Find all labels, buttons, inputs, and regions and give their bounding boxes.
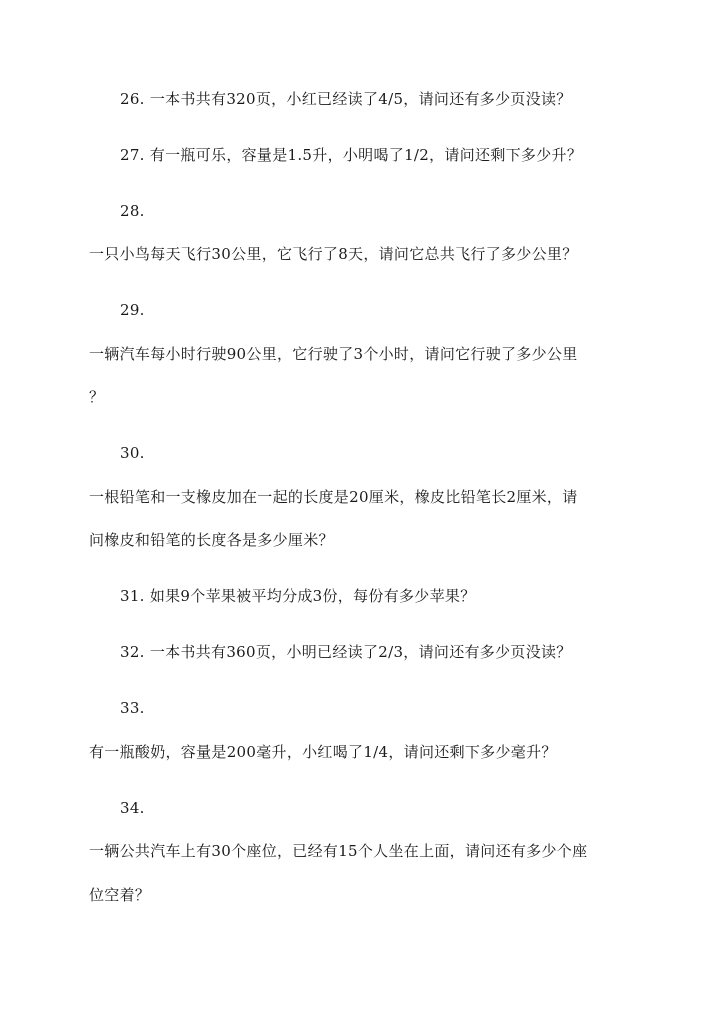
problem-32: 32. 一本书共有360页，小明已经读了2/3，请问还有多少页没读？ <box>120 643 572 661</box>
problem-29-text: 一辆汽车每小时行驶90公里，它行驶了3个小时，请问它行驶了多少公里 <box>89 345 578 363</box>
problem-26: 26. 一本书共有320页，小红已经读了4/5，请问还有多少页没读？ <box>120 90 572 108</box>
problem-33-number: 33. <box>120 699 145 717</box>
problem-34-text-cont: 位空着？ <box>89 886 151 904</box>
problem-28-text: 一只小鸟每天飞行30公里，它飞行了8天，请问它总共飞行了多少公里？ <box>89 245 578 263</box>
problem-27: 27. 有一瓶可乐，容量是1.5升，小明喝了1/2，请问还剩下多少升？ <box>120 146 583 164</box>
problem-28-number: 28. <box>120 202 145 220</box>
problem-33-text: 有一瓶酸奶，容量是200毫升，小红喝了1/4，请问还剩下多少毫升？ <box>89 743 557 761</box>
problem-29-number: 29. <box>120 301 145 319</box>
problem-34-text: 一辆公共汽车上有30个座位，已经有15个人坐在上面，请问还有多少个座 <box>89 842 588 860</box>
problem-30-text-cont: 问橡皮和铅笔的长度各是多少厘米？ <box>89 531 334 549</box>
problem-30-text: 一根铅笔和一支橡皮加在一起的长度是20厘米，橡皮比铅笔长2厘米，请 <box>89 488 578 506</box>
problem-31: 31. 如果9个苹果被平均分成3份，每份有多少苹果？ <box>120 587 476 605</box>
problem-30-number: 30. <box>120 444 145 462</box>
problem-34-number: 34. <box>120 799 145 817</box>
problem-29-text-cont: ？ <box>89 388 105 406</box>
